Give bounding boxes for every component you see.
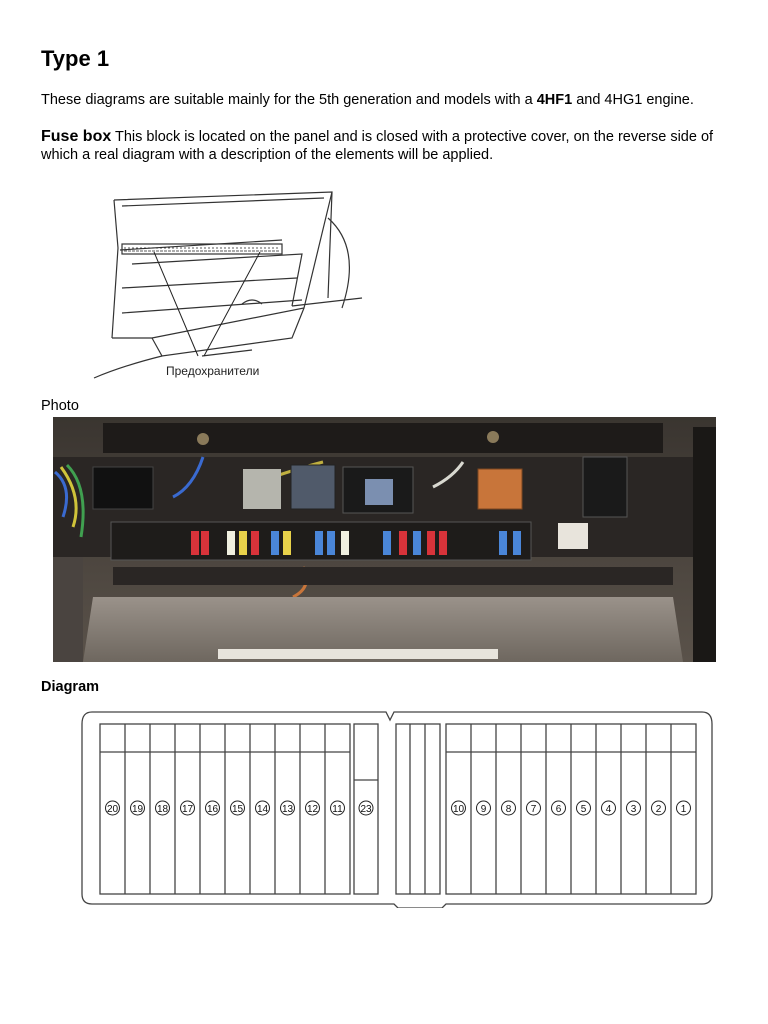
fuse-label-13: 13 [281,804,294,815]
fuse-box-photo [53,417,716,662]
fuse-label-1: 1 [680,804,687,815]
fuse-box-paragraph [41,128,741,164]
fuse-label-6: 6 [555,804,562,815]
fuse-label-15: 15 [231,804,244,815]
intro-text-end: and 4HG1 engine. [572,92,694,108]
fuse-label-16: 16 [206,804,219,815]
photo-label: Photo [41,398,79,414]
fuse-label-5: 5 [580,804,587,815]
intro-paragraph [41,91,741,109]
fuse-label-8: 8 [505,804,512,815]
engine-4hf1: 4HF1 [536,92,573,108]
diagram-label: Diagram [41,679,100,695]
fuse-label-9: 9 [480,804,487,815]
fuse-label-14: 14 [256,804,269,815]
fuse-box-label: Fuse box [41,128,112,145]
fuse-label-7: 7 [530,804,537,815]
fuse-label-10: 10 [452,804,465,815]
fuse-layout-diagram [80,710,714,908]
sketch-callout: Предохранители [166,364,260,378]
fuse-label-12: 12 [306,804,319,815]
fuse-label-23: 23 [360,804,372,815]
fuse-label-17: 17 [181,804,194,815]
fuse-label-19: 19 [131,804,144,815]
fuse-label-18: 18 [156,804,169,815]
middle-fuse [359,801,373,815]
fuse-label-3: 3 [630,804,637,815]
glovebox-sketch [92,188,372,384]
fuse-label-11: 11 [332,804,343,815]
fuse-box-text: This block is located on the panel and is closed with a protective cover, on the reverse side of which a real diagram with a description of the elements will be applied. [41,129,714,163]
fuse-label-4: 4 [605,804,612,815]
fuse-label-20: 20 [106,804,119,815]
fuse-label-2: 2 [655,804,662,815]
intro-text: These diagrams are suitable mainly for the 5th generation and models with a [41,92,537,108]
page-title: Type 1 [41,46,110,71]
